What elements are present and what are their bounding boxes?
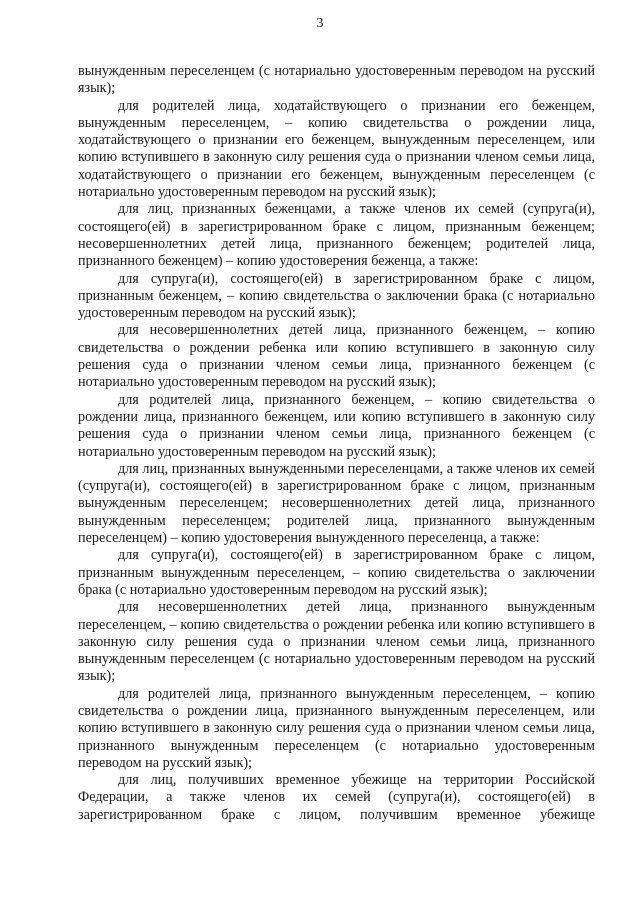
paragraph: для супруга(и), состоящего(ей) в зарегистрированном браке с лицом, признанным вынужденным переселенцем, – копию свидетельства о заключении брака (с нотариально удостоверенным переводом на русский язык); — [78, 547, 595, 598]
paragraph: для родителей лица, ходатайствующего о признании его беженцем, вынужденным переселенцем, – копию свидетельства о рождении лица, ходатайствующего о признании его беженцем, вынужденным переселенцем, или копию вступившего в законную силу решения суда о признании членом семьи лица, ходатайствующего о признании его беженцем, вынужденным переселенцем (с нотариально удостоверенным переводом на русский язык); — [78, 97, 595, 201]
page-number: 3 — [316, 16, 324, 31]
paragraph: для лиц, получивших временное убежище на территории Российской Федерации, а также членов их семей (супруга(и), состоящего(ей) в зарегистрированном браке с лицом, получившим временное убежище — [78, 772, 595, 823]
paragraph: вынужденным переселенцем (с нотариально удостоверенным переводом на русский язык); — [78, 63, 595, 97]
paragraph: для несовершеннолетних детей лица, признанного вынужденным переселенцем, – копию свидетельства о рождении ребенка или копию вступившего в законную силу решения суда о признании членом семьи лица, признанного вынужденным переселенцем (с нотариально удостоверенным переводом на русский язык); — [78, 599, 595, 685]
document-body — [78, 63, 595, 824]
paragraph: для родителей лица, признанного вынужденным переселенцем, – копию свидетельства о рождении лица, признанного вынужденным переселенцем, или копию вступившего в законную силу решения суда о признании членом семьи лица, признанного вынужденным переселенцем (с нотариально удостоверенным переводом на русский язык); — [78, 685, 595, 771]
paragraph: для супруга(и), состоящего(ей) в зарегистрированном браке с лицом, признанным беженцем, – копию свидетельства о заключении брака (с нотариально удостоверенным переводом на русский язык); — [78, 270, 595, 322]
paragraph: для несовершеннолетних детей лица, признанного беженцем, – копию свидетельства о рождении ребенка или копию вступившего в законную силу решения суда о признании членом семьи лица, признанного беженцем (с нотариально удостоверенным переводом на русский язык); — [78, 322, 595, 391]
paragraph: для родителей лица, признанного беженцем, – копию свидетельства о рождении лица, признанного беженцем, или копию вступившего в законную силу решения суда о признании членом семьи лица, признанного беженцем (с нотариально удостоверенным переводом на русский язык); — [78, 391, 595, 460]
paragraph: для лиц, признанных беженцами, а также членов их семей (супруга(и), состоящего(ей) в зарегистрированном браке с лицом, признанным беженцем; несовершеннолетних детей лица, признанного беженцем; родителей лица, признанного беженцем) – копию удостоверения беженца, а также: — [78, 201, 595, 270]
paragraph: для лиц, признанных вынужденными переселенцами, а также членов их семей (супруга(и), состоящего(ей) в зарегистрированном браке с лицом, признанным вынужденным переселенцем; несовершеннолетних детей лица, признанного вынужденным переселенцем; родителей лица, признанного вынужденным переселенцем) – копию удостоверения вынужденного переселенца, а также: — [78, 460, 595, 547]
